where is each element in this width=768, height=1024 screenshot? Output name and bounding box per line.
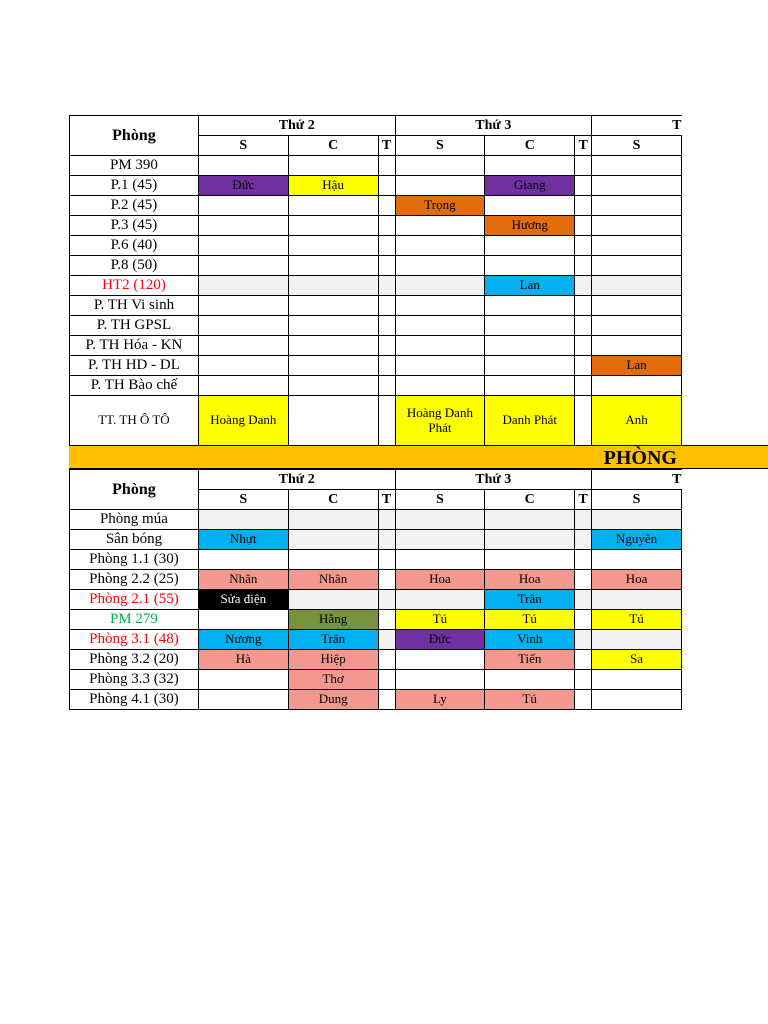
- schedule-cell: [485, 510, 575, 530]
- schedule-cell: [592, 550, 682, 570]
- table-row: [70, 530, 682, 550]
- schedule-cell: [485, 196, 575, 216]
- table-row: [70, 396, 682, 446]
- schedule-cell: [378, 276, 395, 296]
- schedule-cell: [288, 316, 378, 336]
- day-header-thu3: Thứ 3: [395, 470, 592, 490]
- schedule-cell: [395, 510, 485, 530]
- sub-header-s: S: [198, 490, 288, 510]
- schedule-cell: [378, 196, 395, 216]
- schedule-cell: [575, 550, 592, 570]
- schedule-cell: [198, 236, 288, 256]
- schedule-cell: [288, 376, 378, 396]
- schedule-cell: [198, 336, 288, 356]
- room-name: P.6 (40): [70, 236, 199, 256]
- room-header: Phòng: [70, 116, 199, 156]
- schedule-cell: [575, 376, 592, 396]
- schedule-cell: [378, 550, 395, 570]
- table-1-body: [70, 156, 682, 446]
- schedule-cell: [485, 376, 575, 396]
- schedule-cell: [592, 256, 682, 276]
- room-name: P. TH Vi sinh: [70, 296, 199, 316]
- schedule-cell: [378, 236, 395, 256]
- schedule-cell: Tú: [395, 610, 485, 630]
- schedule-cell: [592, 236, 682, 256]
- schedule-cell: [575, 396, 592, 446]
- schedule-cell: [395, 236, 485, 256]
- room-name: Phòng 2.1 (55): [70, 590, 199, 610]
- schedule-cell: Hoàng Danh: [198, 396, 288, 446]
- schedule-cell: [485, 296, 575, 316]
- day-header-thu2: Thứ 2: [198, 470, 395, 490]
- schedule-cell: [288, 356, 378, 376]
- schedule-cell: [395, 336, 485, 356]
- room-name: P.8 (50): [70, 256, 199, 276]
- schedule-cell: [288, 216, 378, 236]
- schedule-cell: [378, 216, 395, 236]
- room-name: TT. TH Ô TÔ: [70, 396, 199, 446]
- table-row: [70, 376, 682, 396]
- banner-title: PHÒNG: [603, 447, 677, 469]
- schedule-cell: Hằng: [288, 610, 378, 630]
- schedule-cell: [395, 650, 485, 670]
- schedule-cell: Dung: [288, 690, 378, 710]
- schedule-cell: [592, 376, 682, 396]
- schedule-cell: Hoàng Danh Phát: [395, 396, 485, 446]
- sub-header-t: T: [575, 136, 592, 156]
- room-name: P. TH Hóa - KN: [70, 336, 199, 356]
- schedule-cell: [198, 296, 288, 316]
- room-name: HT2 (120): [70, 276, 199, 296]
- room-name: P.1 (45): [70, 176, 199, 196]
- room-name: Phòng 3.2 (20): [70, 650, 199, 670]
- table-row: [70, 690, 682, 710]
- schedule-cell: [575, 296, 592, 316]
- room-name: Sân bóng: [70, 530, 199, 550]
- schedule-cell: [378, 670, 395, 690]
- table-row: [70, 550, 682, 570]
- schedule-cell: [592, 216, 682, 236]
- schedule-cell: [592, 510, 682, 530]
- day-header-thu3: Thứ 3: [395, 116, 592, 136]
- schedule-cell: [592, 590, 682, 610]
- sub-header-s: S: [198, 136, 288, 156]
- schedule-cell: Hương: [485, 216, 575, 236]
- schedule-cell: [378, 336, 395, 356]
- table-row: [70, 610, 682, 630]
- table-row: [70, 236, 682, 256]
- schedule-cell: [198, 276, 288, 296]
- schedule-cell: [575, 510, 592, 530]
- sub-header-s: S: [592, 490, 682, 510]
- schedule-cell: [485, 550, 575, 570]
- schedule-cell: [575, 336, 592, 356]
- schedule-cell: [378, 590, 395, 610]
- sub-header-c: C: [288, 490, 378, 510]
- schedule-cell: Đức: [395, 630, 485, 650]
- schedule-cell: Đức: [198, 176, 288, 196]
- schedule-cell: [395, 256, 485, 276]
- schedule-cell: Hoa: [395, 570, 485, 590]
- schedule-cell: [198, 376, 288, 396]
- schedule-cell: [485, 156, 575, 176]
- day-header-thu2: Thứ 2: [198, 116, 395, 136]
- schedule-cell: [592, 316, 682, 336]
- schedule-cell: [485, 670, 575, 690]
- table-row: [70, 276, 682, 296]
- schedule-cell: Thơ: [288, 670, 378, 690]
- sub-header-t: T: [575, 490, 592, 510]
- room-name: P.2 (45): [70, 196, 199, 216]
- schedule-cell: [288, 550, 378, 570]
- schedule-cell: [575, 650, 592, 670]
- schedule-cell: [485, 356, 575, 376]
- schedule-cell: Tú: [592, 610, 682, 630]
- schedule-cell: Trọng: [395, 196, 485, 216]
- schedule-cell: [288, 296, 378, 316]
- schedule-cell: [198, 196, 288, 216]
- schedule-cell: [198, 256, 288, 276]
- day-header-thu4: T: [592, 470, 682, 490]
- schedule-cell: [575, 236, 592, 256]
- schedule-cell: Anh: [592, 396, 682, 446]
- schedule-cell: [378, 156, 395, 176]
- schedule-cell: Nhựt: [198, 530, 288, 550]
- section-banner: [69, 445, 768, 469]
- schedule-cell: [592, 690, 682, 710]
- schedule-cell: [395, 276, 485, 296]
- schedule-cell: [395, 590, 485, 610]
- room-name: Phòng 3.3 (32): [70, 670, 199, 690]
- room-name: P. TH Bào chế: [70, 376, 199, 396]
- schedule-cell: [288, 196, 378, 216]
- table-row: [70, 156, 682, 176]
- schedule-cell: [378, 176, 395, 196]
- room-name: P. TH HD - DL: [70, 356, 199, 376]
- schedule-cell: [288, 530, 378, 550]
- schedule-cell: [395, 356, 485, 376]
- schedule-cell: Tú: [485, 610, 575, 630]
- schedule-cell: [592, 276, 682, 296]
- schedule-cell: [288, 396, 378, 446]
- room-name: PM 390: [70, 156, 199, 176]
- schedule-cell: [575, 670, 592, 690]
- schedule-cell: Nương: [198, 630, 288, 650]
- schedule-cell: Vinh: [485, 630, 575, 650]
- room-name: Phòng 2.2 (25): [70, 570, 199, 590]
- schedule-cell: [378, 690, 395, 710]
- schedule-cell: [575, 570, 592, 590]
- schedule-cell: Hoa: [592, 570, 682, 590]
- schedule-cell: Danh Phát: [485, 396, 575, 446]
- schedule-cell: [575, 630, 592, 650]
- schedule-cell: Nguyên: [592, 530, 682, 550]
- schedule-cell: Trân: [485, 590, 575, 610]
- schedule-cell: Lan: [485, 276, 575, 296]
- schedule-cell: Hậu: [288, 176, 378, 196]
- schedule-cell: Nhân: [288, 570, 378, 590]
- table-row: [70, 650, 682, 670]
- schedule-cell: [485, 336, 575, 356]
- schedule-cell: [198, 690, 288, 710]
- room-name: P. TH GPSL: [70, 316, 199, 336]
- room-name: Phòng 1.1 (30): [70, 550, 199, 570]
- sub-header-c: C: [288, 136, 378, 156]
- sub-header-s: S: [592, 136, 682, 156]
- schedule-cell: [592, 196, 682, 216]
- room-name: Phòng 3.1 (48): [70, 630, 199, 650]
- schedule-cell: [575, 530, 592, 550]
- sub-header-s: S: [395, 136, 485, 156]
- table-row: [70, 570, 682, 590]
- schedule-cell: [378, 650, 395, 670]
- schedule-cell: [485, 316, 575, 336]
- room-name: Phòng múa: [70, 510, 199, 530]
- schedule-cell: [575, 276, 592, 296]
- schedule-cell: [575, 690, 592, 710]
- schedule-cell: [485, 530, 575, 550]
- schedule-cell: [575, 610, 592, 630]
- schedule-cell: [378, 356, 395, 376]
- schedule-cell: [378, 570, 395, 590]
- schedule-cell: [378, 376, 395, 396]
- schedule-cell: Tú: [485, 690, 575, 710]
- table-row: [70, 510, 682, 530]
- table-2-body: [70, 510, 682, 710]
- schedule-cell: [198, 670, 288, 690]
- schedule-cell: [575, 356, 592, 376]
- table-row: [70, 670, 682, 690]
- schedule-cell: [575, 176, 592, 196]
- schedule-cell: [288, 156, 378, 176]
- schedule-cell: Sa: [592, 650, 682, 670]
- schedule-cell: [395, 156, 485, 176]
- schedule-cell: [485, 236, 575, 256]
- schedule-cell: [485, 256, 575, 276]
- schedule-cell: Giang: [485, 176, 575, 196]
- schedule-cell: [592, 156, 682, 176]
- room-name: Phòng 4.1 (30): [70, 690, 199, 710]
- day-header-thu4: T: [592, 116, 682, 136]
- schedule-cell: [592, 630, 682, 650]
- table-row: [70, 356, 682, 376]
- schedule-cell: Trân: [288, 630, 378, 650]
- schedule-cell: [198, 356, 288, 376]
- table-row: [70, 336, 682, 356]
- table-row: [70, 296, 682, 316]
- schedule-cell: [378, 396, 395, 446]
- schedule-cell: [378, 610, 395, 630]
- schedule-cell: [288, 276, 378, 296]
- schedule-cell: Hiệp: [288, 650, 378, 670]
- schedule-cell: [198, 510, 288, 530]
- table-row: [70, 196, 682, 216]
- schedule-cell: [198, 216, 288, 236]
- table-row: [70, 630, 682, 650]
- schedule-cell: Sửa điện: [198, 590, 288, 610]
- room-name: P.3 (45): [70, 216, 199, 236]
- schedule-cell: [198, 610, 288, 630]
- table-row: [70, 256, 682, 276]
- sub-header-t: T: [378, 136, 395, 156]
- schedule-cell: [378, 530, 395, 550]
- schedule-cell: [198, 316, 288, 336]
- table-row: [70, 316, 682, 336]
- schedule-cell: [198, 550, 288, 570]
- schedule-cell: [592, 670, 682, 690]
- table-row: [70, 176, 682, 196]
- schedule-cell: [575, 256, 592, 276]
- schedule-cell: Nhân: [198, 570, 288, 590]
- schedule-cell: [592, 296, 682, 316]
- schedule-cell: [378, 256, 395, 276]
- schedule-cell: [395, 550, 485, 570]
- schedule-cell: [395, 176, 485, 196]
- schedule-cell: [378, 296, 395, 316]
- schedule-cell: Tiến: [485, 650, 575, 670]
- schedule-cell: [378, 630, 395, 650]
- schedule-cell: [288, 256, 378, 276]
- schedule-cell: Hà: [198, 650, 288, 670]
- schedule-cell: Ly: [395, 690, 485, 710]
- schedule-table-1: [69, 115, 682, 446]
- schedule-cell: [288, 590, 378, 610]
- schedule-cell: [288, 510, 378, 530]
- schedule-cell: [198, 156, 288, 176]
- schedule-cell: [395, 670, 485, 690]
- schedule-cell: [575, 316, 592, 336]
- room-header: Phòng: [70, 470, 199, 510]
- sub-header-c: C: [485, 136, 575, 156]
- schedule-cell: [288, 236, 378, 256]
- schedule-table-2: [69, 469, 682, 710]
- schedule-cell: [288, 336, 378, 356]
- schedule-cell: [395, 316, 485, 336]
- schedule-cell: [378, 316, 395, 336]
- schedule-cell: [575, 196, 592, 216]
- schedule-cell: Hoa: [485, 570, 575, 590]
- schedule-cell: [575, 216, 592, 236]
- table-row: [70, 590, 682, 610]
- schedule-cell: Lan: [592, 356, 682, 376]
- schedule-cell: [395, 296, 485, 316]
- sub-header-s: S: [395, 490, 485, 510]
- sub-header-c: C: [485, 490, 575, 510]
- schedule-cell: [592, 176, 682, 196]
- schedule-cell: [395, 530, 485, 550]
- schedule-cell: [395, 216, 485, 236]
- schedule-cell: [575, 590, 592, 610]
- table-row: [70, 216, 682, 236]
- room-name: PM 279: [70, 610, 199, 630]
- schedule-cell: [592, 336, 682, 356]
- sub-header-t: T: [378, 490, 395, 510]
- schedule-cell: [575, 156, 592, 176]
- schedule-cell: [395, 376, 485, 396]
- schedule-cell: [378, 510, 395, 530]
